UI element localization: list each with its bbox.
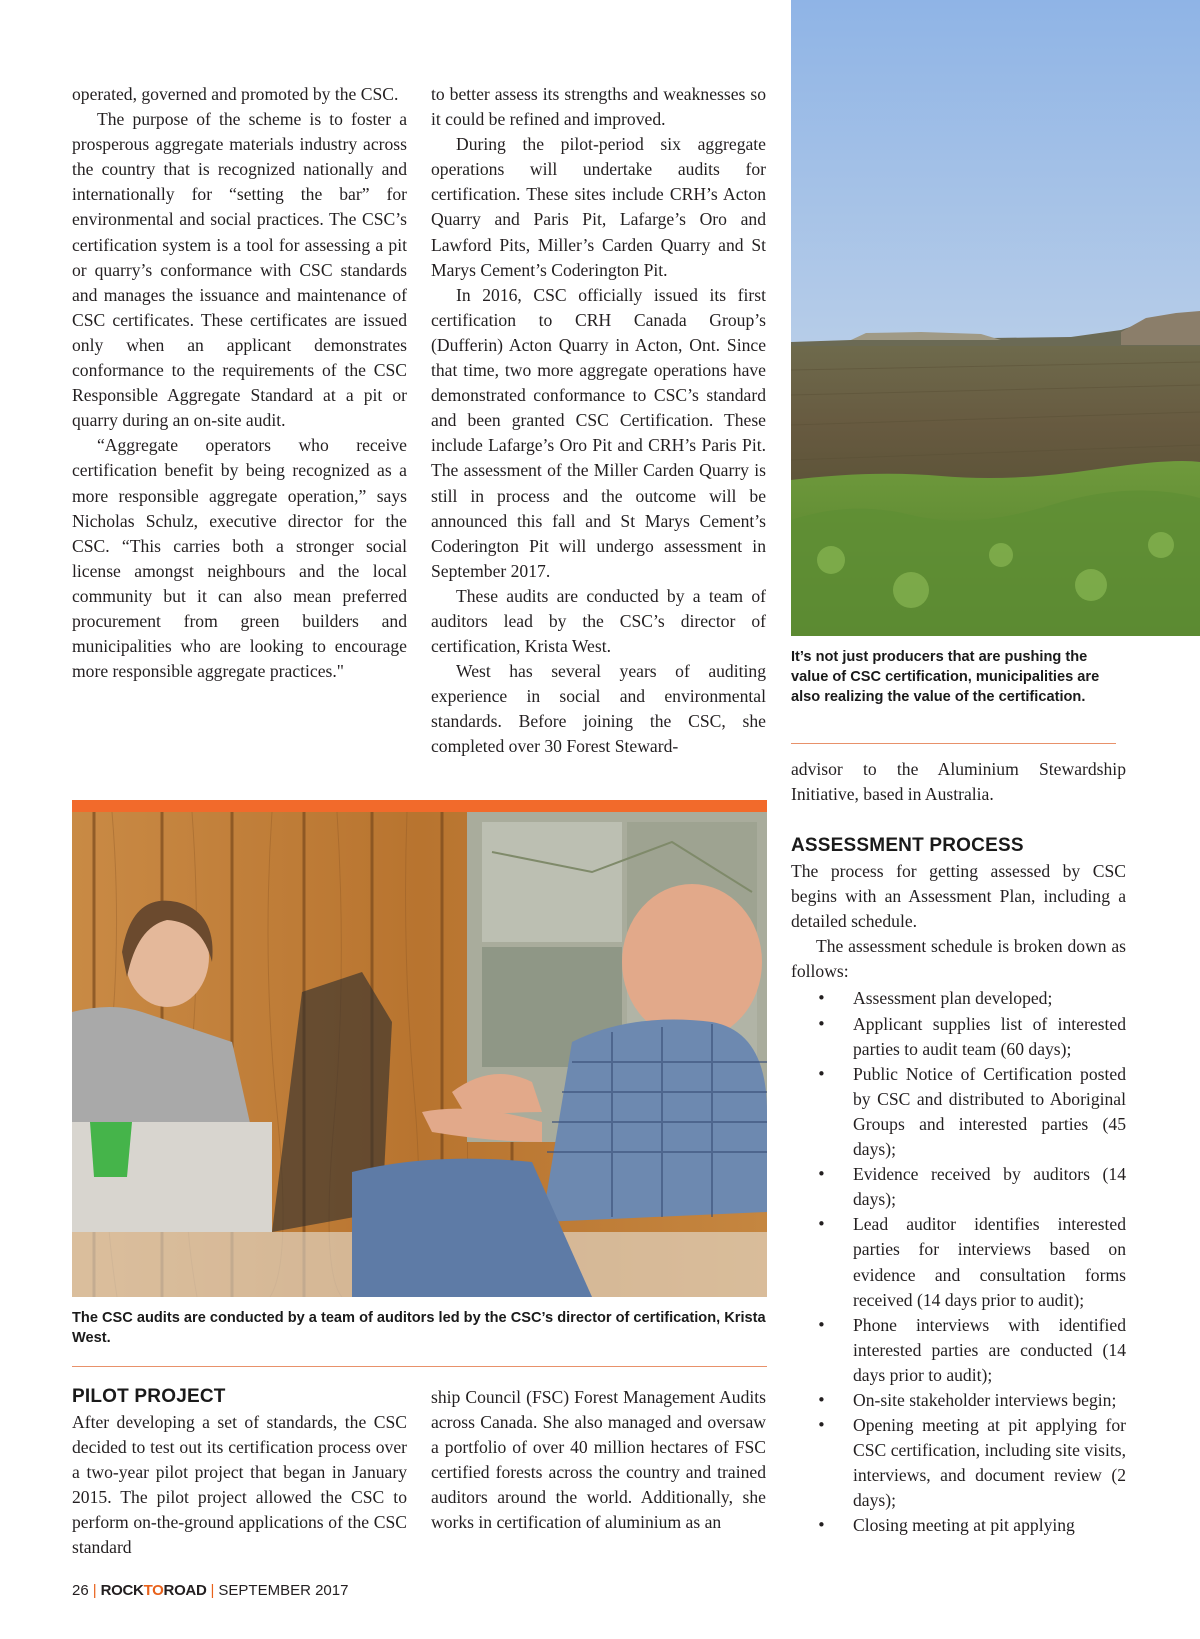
list-item: • Public Notice of Certification posted by CSC and distributed to Aboriginal Groups and interested parties (45 days); [791,1062,1126,1162]
meeting-illustration [72,812,767,1297]
assessment-text [791,859,1126,1539]
paragraph: ship Council (FSC) Forest Management Audits across Canada. She also managed and oversaw a portfolio of over 40 million hectares of FSC certified forests across the country and trained auditors around the world. Additionally, she works in certification of aluminium as an [431,1387,766,1533]
paragraph: During the pilot-period six aggregate operations will undertake audits for certification. These sites include CRH’s Acton Quarry and Paris Pit, Lafarge’s Oro and Lawford Pits, Miller’s Carden Quarry and St Marys Cement’s Coderington Pit. [431,134,766,280]
list-item: • Applicant supplies list of interested parties to audit team (60 days); [791,1012,1126,1062]
magazine-logo: ROCKTOROAD [100,1582,207,1599]
assessment-schedule-list [791,986,1126,1538]
list-item: • On-site stakeholder interviews begin; [791,1388,1126,1413]
issue-date: SEPTEMBER 2017 [218,1582,349,1599]
paragraph: The assessment schedule is broken down as follows: [791,936,1126,982]
section-heading-assessment: ASSESSMENT PROCESS [791,835,1024,856]
farm-field-photo [791,0,1200,636]
column-3-text [791,757,1126,807]
list-item: • Assessment plan developed; [791,986,1126,1011]
farm-field-illustration [791,0,1200,636]
list-item: • Lead auditor identifies interested parties for interviews based on evidence and consultation forms received (14 days prior to audit); [791,1212,1126,1312]
pilot-text [72,1410,407,1561]
footer-separator: | [210,1582,215,1599]
paragraph: advisor to the Aluminium Stewardship Initiative, based in Australia. [791,759,1126,805]
meeting-photo-caption: The CSC audits are conducted by a team of auditors led by the CSC’s director of certification, Krista West. [72,1310,766,1346]
paragraph: The purpose of the scheme is to foster a prosperous aggregate materials industry across the country that is recognized nationally and internationally for “setting the bar” for environmental and social practices. The CSC’s certification system is a tool for assessing a pit or quarry’s conformance with CSC standards and manages the issuance and maintenance of CSC certificates. These certificates are issued only when an applicant demonstrates conformance to the requirements of the CSC Responsible Aggregate Standard at a pit or quarry during an on-site audit. [72,109,407,431]
list-item: • Opening meeting at pit applying for CSC certification, including site visits, interviews, and document review (2 days); [791,1413,1126,1513]
paragraph: After developing a set of standards, the CSC decided to test out its certification process over a two-year pilot project that began in January 2015. The pilot project allowed the CSC to perform on-the-ground applications of the CSC standard [72,1412,407,1558]
page-footer [72,1582,348,1599]
paragraph: operated, governed and promoted by the CSC. [72,84,399,104]
paragraph: In 2016, CSC officially issued its first certification to CRH Canada Group’s (Dufferin) Acton Quarry in Acton, Ont. Since that time, two more aggregate operations have demonstrated conformance to CSC’s standard and been granted CSC Certification. These include Lafarge’s Oro Pit and CRH’s Paris Pit. The assessment of the Miller Carden Quarry is still in process and the outcome will be announced this fall and St Marys Cement’s Coderington Pit will undergo assessment in September 2017. [431,284,766,581]
paragraph: West has several years of auditing experience in social and environmental standards. Before joining the CSC, she completed over 30 Forest Steward- [431,661,766,757]
photo-accent-bar [72,800,767,812]
paragraph: “Aggregate operators who receive certification benefit by being recognized as a more responsible aggregate operation,” says Nicholas Schulz, executive director for the CSC. “This carries both a stronger social license amongst neighbours and the local community but it can also mean preferred procurement from green builders and municipalities who are looking to encourage more responsible aggregate practices." [72,435,407,682]
meeting-photo [72,812,767,1297]
column-1-top-text [72,82,407,684]
page-number: 26 [72,1582,89,1599]
column-2-top-text [431,82,766,760]
list-item: • Evidence received by auditors (14 days); [791,1162,1126,1212]
field-photo-caption: It’s not just producers that are pushing the value of CSC certification, municipalities are also realizing the value of the certification. [791,649,1100,705]
list-item: • Closing meeting at pit applying [791,1513,1126,1538]
column-2-bottom-text [431,1385,766,1536]
footer-separator: | [92,1582,97,1599]
section-heading-pilot: PILOT PROJECT [72,1386,226,1407]
caption-divider [72,1366,767,1367]
caption-divider [791,743,1116,744]
paragraph: These audits are conducted by a team of auditors lead by the CSC’s director of certification, Krista West. [431,585,766,657]
list-item: • Phone interviews with identified interested parties are conducted (14 days prior to audit); [791,1313,1126,1388]
paragraph: to better assess its strengths and weaknesses so it could be refined and improved. [431,84,766,130]
paragraph: The process for getting assessed by CSC begins with an Assessment Plan, including a detailed schedule. [791,861,1126,932]
